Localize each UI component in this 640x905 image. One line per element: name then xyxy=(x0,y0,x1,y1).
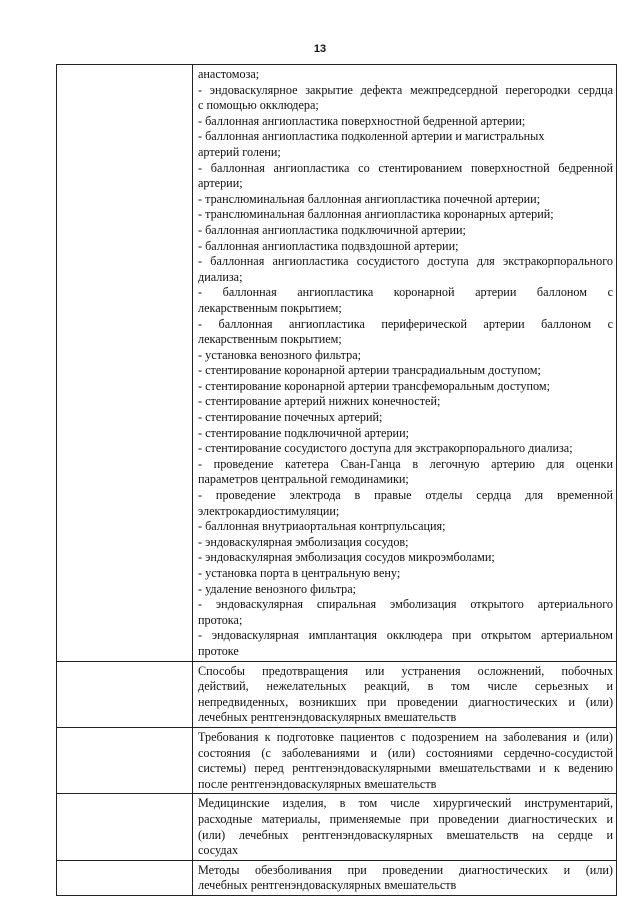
text-line: артерий голени; xyxy=(198,144,281,159)
text-line: - установка венозного фильтра; xyxy=(198,347,361,362)
left-column-cell xyxy=(57,661,193,727)
section-row xyxy=(57,794,617,860)
left-column-cell xyxy=(57,860,193,895)
text-line: - эндоваскулярное закрытие дефекта межпредсердной перегородки сердца xyxy=(198,82,613,97)
text-line: - баллонная ангиопластика периферической артерии баллоном с xyxy=(198,316,613,331)
section-row xyxy=(57,661,617,727)
text-line: артерии; xyxy=(198,176,243,191)
content-table xyxy=(56,64,617,896)
text-line: - удаление венозного фильтра; xyxy=(198,581,357,596)
text-line: - стентирование подключичной артерии; xyxy=(198,425,409,440)
text-line: Методы обезболивания при проведении диагностических и (или) xyxy=(198,862,613,877)
text-line: - баллонная ангиопластика со стентированием поверхностной бедренной xyxy=(198,160,613,175)
text-line: лечебных рентгенэндоваскулярных вмешательств xyxy=(198,710,457,725)
text-line: непредвиденных, возникших при проведении диагностических и (или) xyxy=(198,694,613,709)
text-line: сосудах xyxy=(198,843,239,858)
text-line: расходные материалы, применяемые при проведении диагностических и xyxy=(198,811,613,826)
procedures-row xyxy=(57,65,617,662)
text-line: параметров центральной гемодинамики; xyxy=(198,472,409,487)
text-line: - баллонная ангиопластика поверхностной бедренной артерии; xyxy=(198,113,526,128)
text-line: протока; xyxy=(198,612,243,627)
text-line: Способы предотвращения или устранения осложнений, побочных xyxy=(198,663,613,678)
text-line: протоке xyxy=(198,643,239,658)
text-line: - стентирование артерий нижних конечностей; xyxy=(198,394,441,409)
text-line: - баллонная ангиопластика подключичной артерии; xyxy=(198,222,466,237)
text-line: с помощью окклюдера; xyxy=(198,98,319,113)
text-line: - эндоваскулярная эмболизация сосудов; xyxy=(198,534,409,549)
text-line: - проведение электрода в правые отделы сердца для временной xyxy=(198,488,613,503)
text-line: лекарственным покрытием; xyxy=(198,300,342,315)
text-line: - стентирование коронарной артерии трансфеморальным доступом; xyxy=(198,378,551,393)
text-line: действий, нежелательных реакций, в том числе серьезных и xyxy=(198,679,613,694)
page-number: 13 xyxy=(313,43,327,55)
text-line: - установка порта в центральную вену; xyxy=(198,566,401,580)
text-line: - баллонная внутриаортальная контрпульсация; xyxy=(198,519,446,534)
text-line: - стентирование почечных артерий; xyxy=(198,410,383,425)
text-line: - стентирование коронарной артерии трансрадиальным доступом; xyxy=(198,363,541,378)
text-line: электрокардиостимуляции; xyxy=(198,503,340,518)
text-line: диализа; xyxy=(198,269,243,284)
text-line: Медицинские изделия, в том числе хирургический инструментарий, xyxy=(198,796,613,811)
text-line: (или) лечебных рентгенэндоваскулярных вмешательств на сердце и xyxy=(198,827,613,842)
text-line: анастомоза; xyxy=(198,67,260,81)
left-column-cell xyxy=(57,727,193,793)
text-line: - эндоваскулярная спиральная эмболизация открытого артериального xyxy=(198,597,613,612)
left-column-cell xyxy=(57,794,193,860)
text-line: после рентгенэндоваскулярных вмешательств xyxy=(198,776,437,791)
patient-preparation-section-cell xyxy=(193,727,617,793)
text-line: - проведение катетера Сван-Ганца в легочную артерию для оценки xyxy=(198,456,613,471)
left-column-cell xyxy=(57,65,193,662)
text-line: - эндоваскулярная эмболизация сосудов микроэмболами; xyxy=(198,550,495,565)
text-line: состояния (с заболеваниями и (или) состояниями сердечно-сосудистой xyxy=(198,745,613,760)
text-line: - баллонная ангиопластика коронарной артерии баллоном с xyxy=(198,285,613,300)
text-line: Требования к подготовке пациентов с подозрением на заболевания и (или) xyxy=(198,729,613,744)
text-line: - транслюминальная баллонная ангиопластика почечной артерии; xyxy=(198,191,541,206)
text-line: - стентирование сосудистого доступа для экстракорпорального диализа; xyxy=(198,441,573,456)
text-line: - эндоваскулярная имплантация окклюдера при открытом артериальном xyxy=(198,628,613,643)
text-line: - транслюминальная баллонная ангиопластика коронарных артерий; xyxy=(198,207,554,222)
text-line: системы) перед рентгенэндоваскулярными вмешательствами и к ведению xyxy=(198,761,613,776)
procedures-list-cell xyxy=(193,65,617,662)
text-line: лекарственным покрытием; xyxy=(198,332,342,347)
text-line: - баллонная ангиопластика подвздошной артерии; xyxy=(198,238,459,253)
section-row xyxy=(57,727,617,793)
medical-devices-section-cell xyxy=(193,794,617,860)
anesthesia-methods-section-cell xyxy=(193,860,617,895)
text-line: - баллонная ангиопластика подколенной артерии и магистральных xyxy=(198,129,545,144)
text-line: - баллонная ангиопластика сосудистого доступа для экстракорпорального xyxy=(198,254,613,269)
text-line: лечебных рентгенэндоваскулярных вмешательств xyxy=(198,878,457,893)
section-row xyxy=(57,860,617,895)
complications-section-cell xyxy=(193,661,617,727)
